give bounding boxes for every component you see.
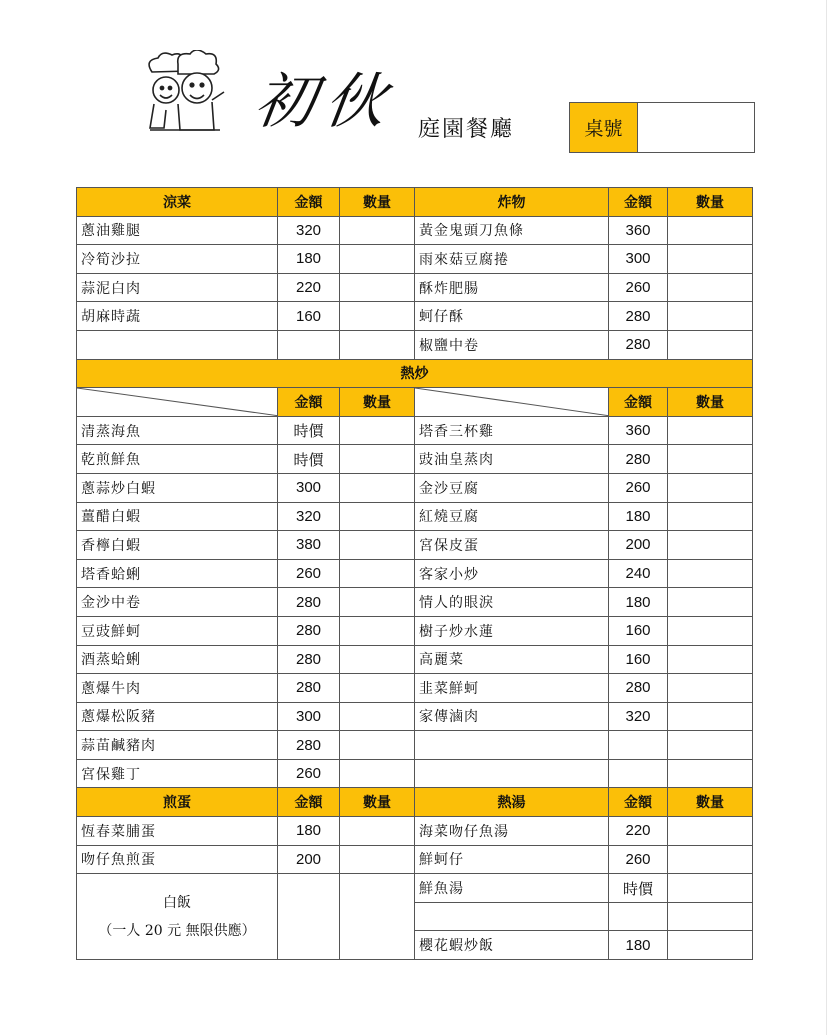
table-row: [77, 216, 753, 245]
section-title-fried: 炸物: [415, 188, 609, 217]
qty-header: 數量: [668, 188, 753, 217]
dish-price: 200: [278, 845, 340, 874]
table-row: [77, 845, 753, 874]
dish-name: 紅燒豆腐: [415, 502, 609, 531]
qty-cell[interactable]: [340, 731, 415, 760]
empty-cell: [77, 330, 278, 359]
dish-name: 情人的眼淚: [415, 588, 609, 617]
dish-price: 360: [609, 416, 668, 445]
table-row: [77, 531, 753, 560]
section-header-row: [77, 188, 753, 217]
qty-cell[interactable]: [340, 674, 415, 703]
table-row: [77, 273, 753, 302]
dish-name: 椒鹽中卷: [415, 330, 609, 359]
dish-price: 220: [278, 273, 340, 302]
price-header: 金額: [278, 188, 340, 217]
dish-price: 280: [609, 330, 668, 359]
dish-price: 160: [278, 302, 340, 331]
table-number-field[interactable]: [638, 103, 754, 152]
qty-cell[interactable]: [340, 302, 415, 331]
dish-price: 380: [278, 531, 340, 560]
dish-price: 160: [609, 616, 668, 645]
dish-name: 豆豉鮮蚵: [77, 616, 278, 645]
dish-price: 260: [278, 559, 340, 588]
empty-cell: [278, 330, 340, 359]
qty-cell[interactable]: [668, 245, 753, 274]
section-header-row: [77, 359, 753, 388]
dish-name: 薑醋白蝦: [77, 502, 278, 531]
section-title-soup: 熱湯: [415, 788, 609, 817]
qty-cell[interactable]: [668, 330, 753, 359]
dish-price: 300: [609, 245, 668, 274]
section-title-stirfry: 熱炒: [77, 359, 753, 388]
qty-cell[interactable]: [668, 759, 753, 788]
dish-name: 客家小炒: [415, 559, 609, 588]
table-row: [77, 645, 753, 674]
price-header: 金額: [609, 788, 668, 817]
dish-name: 家傳滷肉: [415, 702, 609, 731]
qty-cell[interactable]: [668, 645, 753, 674]
dish-name: 酒蒸蛤蜊: [77, 645, 278, 674]
qty-header: 數量: [668, 788, 753, 817]
qty-cell[interactable]: [340, 874, 415, 960]
dish-price: 180: [609, 931, 668, 960]
dish-name: 胡麻時蔬: [77, 302, 278, 331]
qty-cell[interactable]: [668, 473, 753, 502]
qty-cell[interactable]: [340, 702, 415, 731]
qty-cell[interactable]: [668, 559, 753, 588]
chef-mascot-logo-icon: [140, 50, 230, 138]
dish-price: 180: [609, 588, 668, 617]
dish-name: 黃金鬼頭刀魚條: [415, 216, 609, 245]
qty-cell[interactable]: [668, 273, 753, 302]
brand-subtitle: 庭園餐廳: [418, 117, 515, 142]
table-row: [77, 674, 753, 703]
dish-price: 220: [609, 817, 668, 846]
qty-cell[interactable]: [668, 931, 753, 960]
dish-price: 300: [278, 702, 340, 731]
dish-name: 塔香三杯雞: [415, 416, 609, 445]
dish-price: 260: [609, 273, 668, 302]
dish-name: 乾煎鮮魚: [77, 445, 278, 474]
dish-price: 260: [609, 845, 668, 874]
qty-cell[interactable]: [668, 817, 753, 846]
dish-name: 蔥蒜炒白蝦: [77, 473, 278, 502]
dish-name: 豉油皇蒸肉: [415, 445, 609, 474]
dish-name: 冷筍沙拉: [77, 245, 278, 274]
qty-cell[interactable]: [668, 302, 753, 331]
diagonal-blank-cell: [415, 388, 609, 417]
empty-cell: [415, 759, 609, 788]
dish-price: 280: [278, 731, 340, 760]
empty-cell: [278, 874, 340, 960]
dish-price: 時價: [278, 416, 340, 445]
qty-cell[interactable]: [340, 473, 415, 502]
qty-cell[interactable]: [668, 216, 753, 245]
dish-name: 韭菜鮮蚵: [415, 674, 609, 703]
dish-price: 180: [278, 817, 340, 846]
price-header: 金額: [278, 788, 340, 817]
qty-header: 數量: [340, 188, 415, 217]
dish-price: 180: [609, 502, 668, 531]
table-row: [77, 616, 753, 645]
qty-cell[interactable]: [668, 616, 753, 645]
dish-price: 320: [278, 216, 340, 245]
qty-cell[interactable]: [340, 330, 415, 359]
dish-price: 360: [609, 216, 668, 245]
dish-name: 蚵仔酥: [415, 302, 609, 331]
dish-name: 吻仔魚煎蛋: [77, 845, 278, 874]
dish-price: 180: [278, 245, 340, 274]
table-row: [77, 473, 753, 502]
dish-price: 260: [278, 759, 340, 788]
dish-price: 320: [278, 502, 340, 531]
dish-name: 高麗菜: [415, 645, 609, 674]
price-header: 金額: [609, 188, 668, 217]
dish-price: 160: [609, 645, 668, 674]
table-number-box: [569, 102, 755, 153]
table-row: [77, 588, 753, 617]
qty-cell[interactable]: [340, 445, 415, 474]
qty-cell[interactable]: [668, 845, 753, 874]
rice-title: 白飯: [163, 894, 191, 911]
qty-cell[interactable]: [668, 445, 753, 474]
table-row: [77, 702, 753, 731]
qty-cell[interactable]: [340, 817, 415, 846]
dish-price: 時價: [609, 874, 668, 903]
qty-cell[interactable]: [668, 502, 753, 531]
diagonal-line-icon: [415, 388, 608, 416]
rice-note: （一人 20 元 無限供應）: [98, 922, 256, 939]
qty-cell[interactable]: [668, 416, 753, 445]
dish-name: 宮保皮蛋: [415, 531, 609, 560]
dish-name: 蒜泥白肉: [77, 273, 278, 302]
section-title-cold: 涼菜: [77, 188, 278, 217]
dish-name: 金沙中卷: [77, 588, 278, 617]
table-row: [77, 502, 753, 531]
qty-cell[interactable]: [340, 502, 415, 531]
dish-price: 280: [609, 445, 668, 474]
diagonal-line-icon: [77, 388, 277, 416]
dish-price: 260: [609, 473, 668, 502]
dish-price: 200: [609, 531, 668, 560]
dish-name: 香檸白蝦: [77, 531, 278, 560]
price-header: 金額: [609, 388, 668, 417]
dish-name: 雨來菇豆腐捲: [415, 245, 609, 274]
menu-order-table: [76, 187, 753, 960]
qty-header: 數量: [668, 388, 753, 417]
qty-header: 數量: [340, 788, 415, 817]
dish-price: 280: [609, 302, 668, 331]
qty-cell[interactable]: [340, 273, 415, 302]
dish-name: 蔥油雞腿: [77, 216, 278, 245]
dish-name: 海菜吻仔魚湯: [415, 817, 609, 846]
table-row: [77, 874, 753, 903]
table-row: [77, 759, 753, 788]
section-header-row: [77, 388, 753, 417]
qty-cell[interactable]: [340, 588, 415, 617]
qty-cell[interactable]: [340, 216, 415, 245]
table-row: [77, 416, 753, 445]
qty-cell[interactable]: [668, 531, 753, 560]
dish-name: 蒜苗鹹豬肉: [77, 731, 278, 760]
qty-cell[interactable]: [668, 731, 753, 760]
section-header-row: [77, 788, 753, 817]
rice-cell: [77, 874, 278, 960]
dish-name: 塔香蛤蜊: [77, 559, 278, 588]
qty-cell[interactable]: [340, 759, 415, 788]
qty-header: 數量: [340, 388, 415, 417]
dish-name: 恆春菜脯蛋: [77, 817, 278, 846]
table-row: [77, 330, 753, 359]
dish-name: 蔥爆松阪豬: [77, 702, 278, 731]
dish-name: 蔥爆牛肉: [77, 674, 278, 703]
dish-price: 280: [278, 674, 340, 703]
qty-cell[interactable]: [668, 588, 753, 617]
qty-cell[interactable]: [340, 531, 415, 560]
price-header: 金額: [278, 388, 340, 417]
table-row: [77, 302, 753, 331]
dish-name: 樹子炒水蓮: [415, 616, 609, 645]
dish-name: 鮮蚵仔: [415, 845, 609, 874]
table-row: [77, 731, 753, 760]
dish-name: 鮮魚湯: [415, 874, 609, 903]
diagonal-blank-cell: [77, 388, 278, 417]
dish-price: 280: [609, 674, 668, 703]
empty-cell: [609, 731, 668, 760]
qty-cell[interactable]: [668, 874, 753, 903]
brand-name: 初伙: [250, 67, 400, 137]
qty-cell[interactable]: [668, 902, 753, 931]
table-row: [77, 817, 753, 846]
menu-header: [0, 0, 827, 180]
dish-price: 時價: [278, 445, 340, 474]
table-row: [77, 245, 753, 274]
qty-cell[interactable]: [340, 616, 415, 645]
dish-name: 酥炸肥腸: [415, 273, 609, 302]
qty-cell[interactable]: [340, 559, 415, 588]
dish-price: 300: [278, 473, 340, 502]
qty-cell[interactable]: [340, 245, 415, 274]
empty-cell: [609, 759, 668, 788]
qty-cell[interactable]: [340, 645, 415, 674]
dish-price: 280: [278, 616, 340, 645]
dish-name: 宮保雞丁: [77, 759, 278, 788]
qty-cell[interactable]: [340, 845, 415, 874]
empty-cell: [609, 902, 668, 931]
dish-price: 240: [609, 559, 668, 588]
dish-name: 金沙豆腐: [415, 473, 609, 502]
empty-cell: [415, 902, 609, 931]
table-number-label: 桌號: [570, 103, 638, 152]
dish-price: 320: [609, 702, 668, 731]
table-row: [77, 445, 753, 474]
qty-cell[interactable]: [668, 674, 753, 703]
qty-cell[interactable]: [668, 702, 753, 731]
table-row: [77, 559, 753, 588]
dish-name: 清蒸海魚: [77, 416, 278, 445]
empty-cell: [415, 731, 609, 760]
dish-price: 280: [278, 645, 340, 674]
dish-name: 櫻花蝦炒飯: [415, 931, 609, 960]
dish-price: 280: [278, 588, 340, 617]
section-title-egg: 煎蛋: [77, 788, 278, 817]
qty-cell[interactable]: [340, 416, 415, 445]
